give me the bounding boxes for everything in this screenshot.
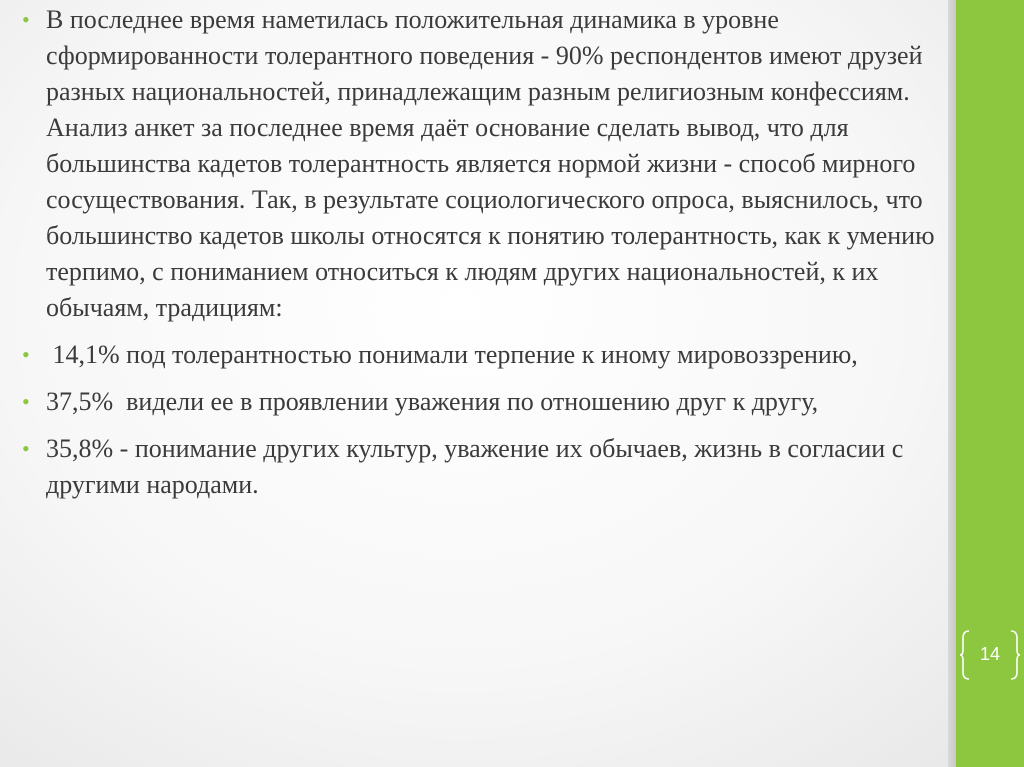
bullet-icon: • bbox=[22, 342, 30, 367]
bullet-text: 14,1% под толерантностью понимали терпение к иному мировоззрению, bbox=[46, 340, 858, 369]
slide-edge-shadow bbox=[948, 0, 956, 767]
bullet-text: В последнее время наметилась положительная динамика в уровне сформированности толерантного поведения - 90% респондентов имеют друзей разных национальностей, принадлежащим разным религиозным конфессиям. Анализ анкет за последнее время даёт основание сделать вывод, что для большинства кадетов толерантность является нормой жизни - способ мирного сосуществования. Так, в результате социологического опроса, выяснилось, что большинство кадетов школы относятся к понятию толерантность, как к умению терпимо, с пониманием относиться к людям других национальностей, к их обычаям, традициям: bbox=[46, 5, 941, 322]
right-bracket-icon bbox=[1009, 630, 1021, 680]
bullet-item bbox=[16, 2, 941, 326]
bullet-text: 37,5% видели ее в проявлении уважения по отношению друг к другу, bbox=[46, 387, 819, 416]
bullet-icon: • bbox=[22, 389, 30, 414]
bullet-icon: • bbox=[22, 436, 30, 461]
bullet-item bbox=[16, 337, 936, 373]
bullet-text: 35,8% - понимание других культур, уважение их обычаев, жизнь в согласии с другими народами. bbox=[46, 434, 910, 499]
bullet-icon: • bbox=[22, 7, 30, 32]
page-number-box bbox=[957, 628, 1023, 684]
bullet-item bbox=[16, 384, 936, 420]
page-number: 14 bbox=[979, 644, 1001, 664]
slide-body bbox=[16, 2, 941, 514]
bullet-item bbox=[16, 431, 936, 503]
